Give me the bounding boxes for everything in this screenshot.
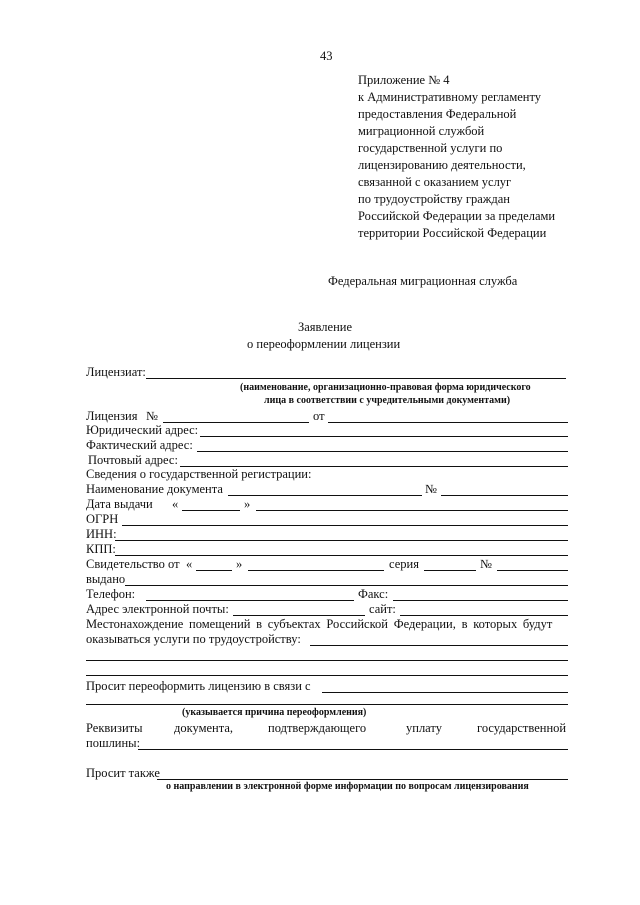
certificate-number-sign: №	[480, 557, 492, 571]
license-date-field[interactable]	[328, 422, 568, 423]
agency-name: Федеральная миграционная служба	[328, 274, 518, 288]
license-label: Лицензия	[86, 409, 138, 423]
payment-line2-label: пошлины:	[86, 736, 141, 750]
also-request-field[interactable]	[157, 779, 568, 780]
payment-word: государственной	[477, 721, 567, 735]
page-number: 43	[320, 49, 333, 63]
reissue-reason-field[interactable]	[322, 692, 568, 693]
reason-hint: (указывается причина переоформления)	[182, 707, 367, 718]
quote-open: «	[172, 497, 179, 511]
kpp-label: КПП:	[86, 542, 116, 556]
ogrn-label: ОГРН	[86, 512, 119, 526]
appendix-line: государственной услуги по	[358, 141, 503, 155]
certificate-date-field[interactable]	[248, 570, 384, 571]
issued-label: выдано	[86, 572, 126, 586]
document-number-sign: №	[425, 482, 437, 496]
location-text: Местонахождение помещений в субъектах Российской Федерации, в которых будут	[86, 617, 553, 631]
license-from-label: от	[313, 409, 325, 423]
email-field[interactable]	[233, 615, 365, 616]
actual-address-field[interactable]	[197, 451, 568, 452]
location-text: оказываться услуги по трудоустройству:	[86, 632, 301, 646]
payment-word: уплату	[406, 721, 442, 735]
payment-word: документа,	[174, 721, 234, 735]
licensee-label: Лицензиат:	[86, 365, 146, 379]
quote-open: «	[186, 557, 193, 571]
document-title: Заявление	[298, 320, 353, 334]
also-request-label: Просит также	[86, 766, 160, 780]
reissue-request-label: Просит переоформить лицензию в связи с	[86, 679, 311, 693]
document-name-label: Наименование документа	[86, 482, 223, 496]
certificate-number-field[interactable]	[497, 570, 568, 571]
location-field[interactable]	[86, 660, 568, 661]
appendix-line: связанной с оказанием услуг	[358, 175, 512, 189]
licensee-field[interactable]	[146, 378, 566, 379]
quote-close: »	[236, 557, 243, 571]
quote-close: »	[244, 497, 251, 511]
document-name-field[interactable]	[228, 495, 422, 496]
appendix-line: лицензированию деятельности,	[358, 158, 526, 172]
location-field[interactable]	[86, 675, 568, 676]
site-label: сайт:	[369, 602, 396, 616]
issue-day-field[interactable]	[182, 510, 240, 511]
appendix-line: Приложение № 4	[358, 73, 450, 87]
kpp-field[interactable]	[115, 555, 568, 556]
appendix-line: территории Российской Федерации	[358, 226, 547, 240]
appendix-line: к Административному регламенту	[358, 90, 542, 104]
certificate-from-label: Свидетельство от	[86, 557, 180, 571]
issue-date-label: Дата выдачи	[86, 497, 153, 511]
issue-month-year-field[interactable]	[256, 510, 568, 511]
document-subtitle: о переоформлении лицензии	[247, 337, 401, 351]
site-field[interactable]	[400, 615, 568, 616]
document-number-field[interactable]	[441, 495, 568, 496]
fax-field[interactable]	[393, 600, 568, 601]
appendix-line: миграционной службой	[358, 124, 485, 138]
legal-address-label: Юридический адрес:	[86, 423, 199, 437]
licensee-hint: лица в соответствии с учредительными документами)	[264, 395, 511, 406]
email-label: Адрес электронной почты:	[86, 602, 229, 616]
also-hint: о направлении в электронной форме информации по вопросам лицензирования	[166, 781, 529, 792]
reissue-reason-field[interactable]	[86, 704, 568, 705]
appendix-line: предоставления Федеральной	[358, 107, 517, 121]
inn-label: ИНН:	[86, 527, 117, 541]
inn-field[interactable]	[115, 540, 568, 541]
payment-word: Реквизиты	[86, 721, 143, 735]
licensee-hint: (наименование, организационно-правовая форма юридического	[240, 382, 531, 393]
certificate-day-field[interactable]	[196, 570, 232, 571]
location-field[interactable]	[310, 645, 568, 646]
series-label: серия	[389, 557, 419, 571]
appendix-line: Российской Федерации за пределами	[358, 209, 556, 223]
license-number-sign: №	[146, 409, 158, 423]
state-registration-label: Сведения о государственной регистрации:	[86, 467, 312, 481]
issued-field[interactable]	[125, 585, 568, 586]
payment-field[interactable]	[138, 749, 568, 750]
postal-address-label: Почтовый адрес:	[88, 453, 178, 467]
phone-label: Телефон:	[86, 587, 136, 601]
series-field[interactable]	[424, 570, 476, 571]
appendix-line: по трудоустройству граждан	[358, 192, 510, 206]
actual-address-label: Фактический адрес:	[86, 438, 193, 452]
fax-label: Факс:	[358, 587, 389, 601]
phone-field[interactable]	[146, 600, 354, 601]
payment-word: подтверждающего	[268, 721, 367, 735]
ogrn-field[interactable]	[122, 525, 568, 526]
legal-address-field[interactable]	[200, 436, 568, 437]
